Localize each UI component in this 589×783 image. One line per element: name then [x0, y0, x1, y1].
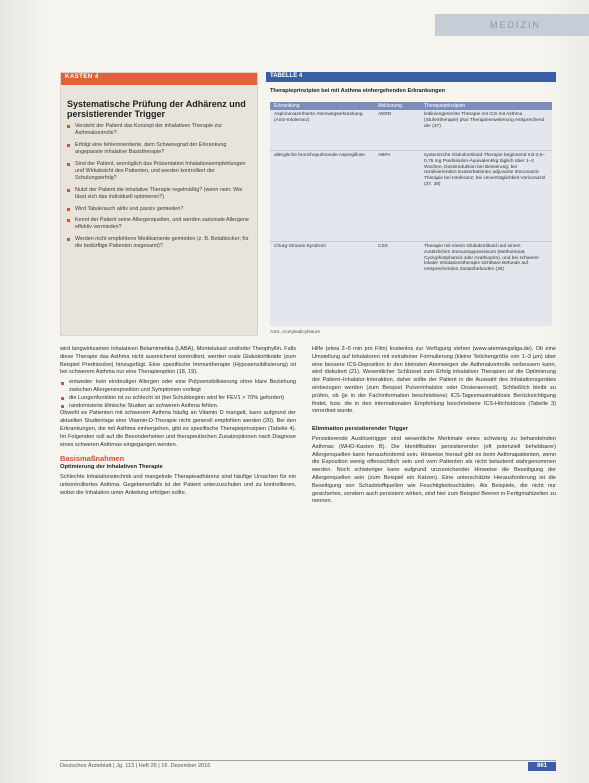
- paragraph: wird langwirksamen inhalativen Betamimetika (LABA), Montelukast und/oder Theophyllin. Falls diese Therapie das Asthma nicht ausreichend kontrolliert, werden orale Glukokortikoide (zum Beispiel Prednisolon) hinzugefügt. Eine spezifische Immuntherapie (Hyposensibilisierung) ist bei schwerem Asthma nur eine Therapieoption (18, 19).: [60, 346, 296, 376]
- list-item: die Lungenfunktion ist zu schlecht ist (bei Schubbeginn wird fer FEV1 > 70% gefordert): [60, 395, 296, 403]
- cell-abbreviation: AERD: [378, 112, 392, 117]
- table-body: [270, 110, 552, 326]
- indication-list: [60, 379, 296, 410]
- box-4-checklist: [67, 123, 253, 255]
- left-column: [60, 346, 296, 499]
- footer-rule: [60, 760, 556, 761]
- cell-therapy: leitliniengerechte Therapie mit ICS mit Asthma (Stufentherapie) plus Therapieerweiterung entsprechend der (37): [424, 112, 545, 129]
- cell-disease: allergische bronchopulmonale Aspergillose: [274, 153, 365, 158]
- table-4: [266, 72, 556, 334]
- paragraph: Schlechte Inhalationstechnik und mangelnde Therapieadhärenz sind häufige Ursachen für ein unkontrolliertes Asthma. Gegebenenfalls ist der Patient unterzuschulen und zu kontrollieren, wobei die Inhalation unter Anleitung erfolgen sollte.: [60, 473, 296, 496]
- bullet-icon: [67, 238, 70, 241]
- box-4-label: KASTEN 4: [65, 74, 99, 80]
- box-4-header: [61, 73, 257, 85]
- box-4: [60, 72, 258, 336]
- subsection-heading: Elimination persistierender Trigger: [312, 426, 408, 433]
- section-label: MEDIZIN: [490, 20, 541, 30]
- journal-citation: Deutsches Ärzteblatt | Jg. 113 | Heft 26 | 16. Dezember 2016: [60, 763, 211, 769]
- checklist-item: Sind der Patient, womöglich das Präsentation Inhalationsempfehlungen und Wirkabsicht des Patienten, und werden kontrolliert der Schulungserfolg?: [67, 161, 253, 183]
- table-row: [270, 242, 552, 324]
- cell-therapy: Therapie mit einem Glukokortikoid und einem zusätzlichen Immunsuppressivum (Methotrexat, Cyclophosphamid oder Azathioprin), und bei schwerer lokaler Inhalationstherapie sichtbare Befunde auf entsprechenden Zusatzbefunden (38): [424, 244, 539, 273]
- column-header-disease: Erkrankung: [274, 103, 300, 109]
- bullet-icon: [67, 163, 70, 166]
- cell-therapy: systemische Glukokortikoid-Therapie beginnend mit 0,5–0,75 mg Prednisolon-Äquivalent/kg täglich über 1–2 Wochen, Dosisreduktion bei Besserung; bei rezidivierenden Exazerbationen adjuvante Itraconazol-Therapie bei Intoleranz; bei Unverträglichkeit Voriconazol (37, 38): [424, 153, 546, 187]
- table-footnote: ASS, Acetylsalicylsäure: [270, 330, 321, 335]
- bullet-icon: [67, 144, 70, 147]
- bullet-icon: [61, 405, 64, 408]
- bullet-icon: [67, 189, 70, 192]
- paragraph: Persistierende Auslösetrigger sind wesentliche Merkmale eines schwierig zu behandelnden Asthmas (WHO-Kasten B). Die Identifikation persistierender (oft potenziell behebbarer) Allergenquellen kann herausfordernd sein. Hinweise hierauf gibt es beim Asthmapatienten, wenn die Exposition wenig offensichtlich sein und vom Patienten als nicht belastend wahrgenommen werden. Noch schwieriger kann aufgrund unzureichender Hinweise die Beseitigung der Allergenquellen sein (zum Beispiel ein Katzen). Eine unterschätzte Herausforderung ist die Beseitigung von Schadstoffquellen wie Feuchtigkeitsschäden. Als Beispiele, die nicht nur gesichertes, sondern auch persistent wirken, sind hier zum Beispiel Beeren in Fertigmahlzeiten zu nennen.: [312, 435, 556, 505]
- bullet-icon: [61, 397, 64, 400]
- checklist-item: Versteht der Patient das Konzept der inhalativen Therapie zur Asthmakontrolle?: [67, 123, 253, 138]
- table-row: [270, 151, 552, 242]
- right-column: [312, 346, 556, 508]
- checklist-item: Wird Tabakrauch aktiv und passiv gemieden?: [67, 206, 253, 213]
- cell-disease: Aspirinexazerbierte Atemwegserkrankung (ASS-Intoleranz): [274, 112, 363, 123]
- section-heading: Basismaßnahmen: [60, 454, 125, 464]
- column-header-abbreviation: Abkürzung: [378, 103, 402, 109]
- checklist-item: Kennt der Patient seine Allergenquellen, und werden saisonale Allergene effektiv vermieden?: [67, 217, 253, 232]
- bullet-icon: [61, 382, 64, 385]
- subsection-heading: Optimierung der inhalativen Therapie: [60, 464, 163, 471]
- checklist-item: Erfolgt eine fehlerorientierte, dem Schweregrad der Erkrankung angepasste inhalative Basistherapie?: [67, 142, 253, 157]
- table-4-label: TABELLE 4: [270, 73, 303, 79]
- bullet-icon: [67, 125, 70, 128]
- table-4-caption: Therapieprinzipien bei mit Asthma einhergehenden Erkrankungen: [270, 88, 446, 94]
- table-column-headers: [270, 102, 552, 110]
- list-item: entweder: kein eindeutiger Allergen oder eine Polysensibilisierung ohne klare Beziehung zwischen Allergenexposition und Symptomen vorliegt: [60, 379, 296, 395]
- table-row: [270, 110, 552, 151]
- bullet-icon: [67, 219, 70, 222]
- list-item: randomisierte klinische Studien an schweren Asthma fehlen.: [60, 403, 296, 411]
- paragraph: Obwohl es Patienten mit schwerem Asthma häufig an Vitamin D mangelt, kann aufgrund der aktuellen Studienlage eine Vitamin-D-Therapie nicht generell empfohlen werden (20). Bei den Erkrankungen, die mit Asthma einhergehen, gibt es spezifische Therapieprinzipien (Tabelle 4). Im Folgenden soll auf die Besonderheiten und therapeutischen Zusatzoptionen nach Diagnose eines schweren Asthmas eingegangen werden.: [60, 410, 296, 448]
- box-4-title: Systematische Prüfung der Adhärenz und persistierender Trigger: [67, 99, 246, 119]
- paragraph: Hilfe (etwa 2–5 min pro Film) kostenlos zur Verfügung stehen (www.atemwegsliga.de). Ob eine Umstellung auf Inhalatoren mit extrafeiner Formulierung (kleine Teilchengröße von 1–3 µm) über eine bessere ICS-Deposition in den kleinsten Atemwegen die Asthmakontrolle verbessern kann, wird diskutiert (21). Wesentlicher Schlüssel zum Erfolg inhalativer Therapien ist die Optimierung der Patient–Inhalator-Interaktion, daher sollte der Patient in die Auswahl des Inhalationsgerätes einbezogen werden (zum Beispiel Pulverinhalator oder Dosieraerosol). Schließlich bleibt zu prüfen, ob (je in der Fachinformation beschriebene) ICS-Tagesmaximaldosis Berücksichtigung findet, bzw. die in den internationalen Empfehlung beschriebene ICS-Höchstdosis (Tabelle 3) verordnet wurde.: [312, 346, 556, 415]
- checklist-item: Werden nicht empfohlene Medikamente gemieden (z. B. Betablocker; für die bedürftige Patienten insgesamt)?: [67, 236, 253, 251]
- checklist-item: Nutzt der Patient die inhalative Therapie regelmäßig? (wenn nein: Wie lässt sich das individuell optimieren?): [67, 187, 253, 202]
- cell-abbreviation: ABPA: [378, 153, 391, 158]
- table-4-header: [266, 72, 556, 82]
- cell-disease: Churg-Strauss-Syndrom: [274, 244, 326, 249]
- bullet-icon: [67, 208, 70, 211]
- cell-abbreviation: CSS: [378, 244, 388, 249]
- column-header-therapy: Therapieprinzipien: [424, 103, 466, 109]
- page-number: 861: [528, 762, 556, 771]
